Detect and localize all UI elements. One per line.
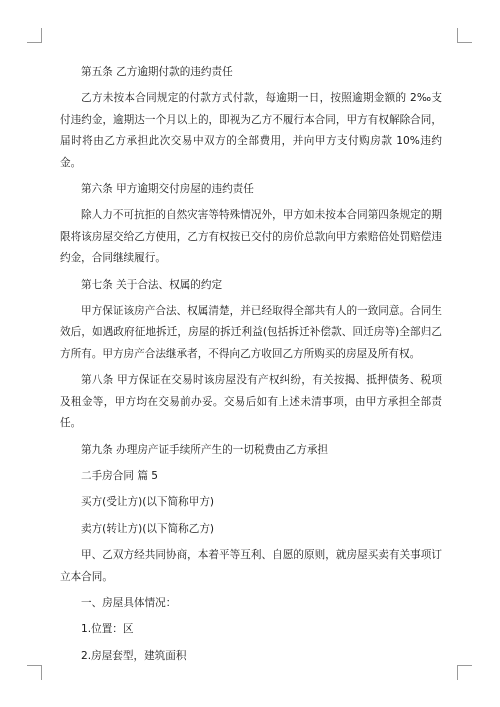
- property-details-heading: 一、房屋具体情况：: [81, 596, 177, 609]
- property-type-area: 2.房屋套型，建筑面积: [81, 649, 187, 662]
- property-location: 1.位置：区: [81, 623, 134, 636]
- contract-section-title: 二手房合同 篇 5: [81, 469, 159, 482]
- clause-9-heading: 第九条 办理房产证手续所产生的一切税费由乙方承担: [81, 443, 329, 456]
- crop-mark-bottom-left: [27, 665, 42, 680]
- clause-6-heading: 第六条 甲方逾期交付房屋的违约责任: [81, 183, 254, 196]
- clause-7-body: 甲方保证该房产合法、权属清楚，并已经取得全部共有人的一致同意。合同生效后，如遇政府征地拆迁，房屋的拆迁利益(包括拆迁补偿款、回迁房等)全部归乙方所有。甲方房产合法继承者，不得向乙方收回乙方所购买的房屋及所有权。: [60, 305, 442, 360]
- agreement-intro: 甲、乙双方经共同协商，本着平等互利、自愿的原则，就房屋买卖有关事项订立本合同。: [60, 549, 442, 583]
- clause-5-body: 乙方未按本合同规定的付款方式付款，每逾期一日，按照逾期金额的 2‰支付违约金，逾期达一个月以上的，即视为乙方不履行本合同，甲方有权解除合同，届时将由乙方承担此次交易中双方的全部费用，并向甲方支付购房款 10%违约金。: [60, 92, 442, 169]
- crop-mark-top-right: [457, 28, 472, 43]
- clause-5-heading: 第五条 乙方逾期付款的违约责任: [81, 66, 233, 78]
- clause-6-body: 除人力不可抗拒的自然灾害等特殊情况外，甲方如未按本合同第四条规定的期限将该房屋交给乙方使用，乙方有权按已交付的房价总款向甲方索赔倍处罚赔偿违约金，合同继续履行。: [60, 209, 442, 265]
- crop-mark-top-left: [27, 28, 42, 43]
- seller-line: 卖方(转让方)(以下简称乙方): [81, 522, 215, 535]
- clause-7-heading: 第七条 关于合法、权属的约定: [81, 278, 223, 291]
- document-body: [60, 62, 442, 672]
- buyer-line: 买方(受让方)(以下简称甲方): [81, 496, 215, 509]
- clause-8-body: 第八条 甲方保证在交易时该房屋没有产权纠纷，有关按揭、抵押债务、税项及租金等，甲方均在交易前办妥。交易后如有上述未清事项，由甲方承担全部责任。: [60, 374, 442, 430]
- crop-mark-bottom-right: [457, 665, 472, 680]
